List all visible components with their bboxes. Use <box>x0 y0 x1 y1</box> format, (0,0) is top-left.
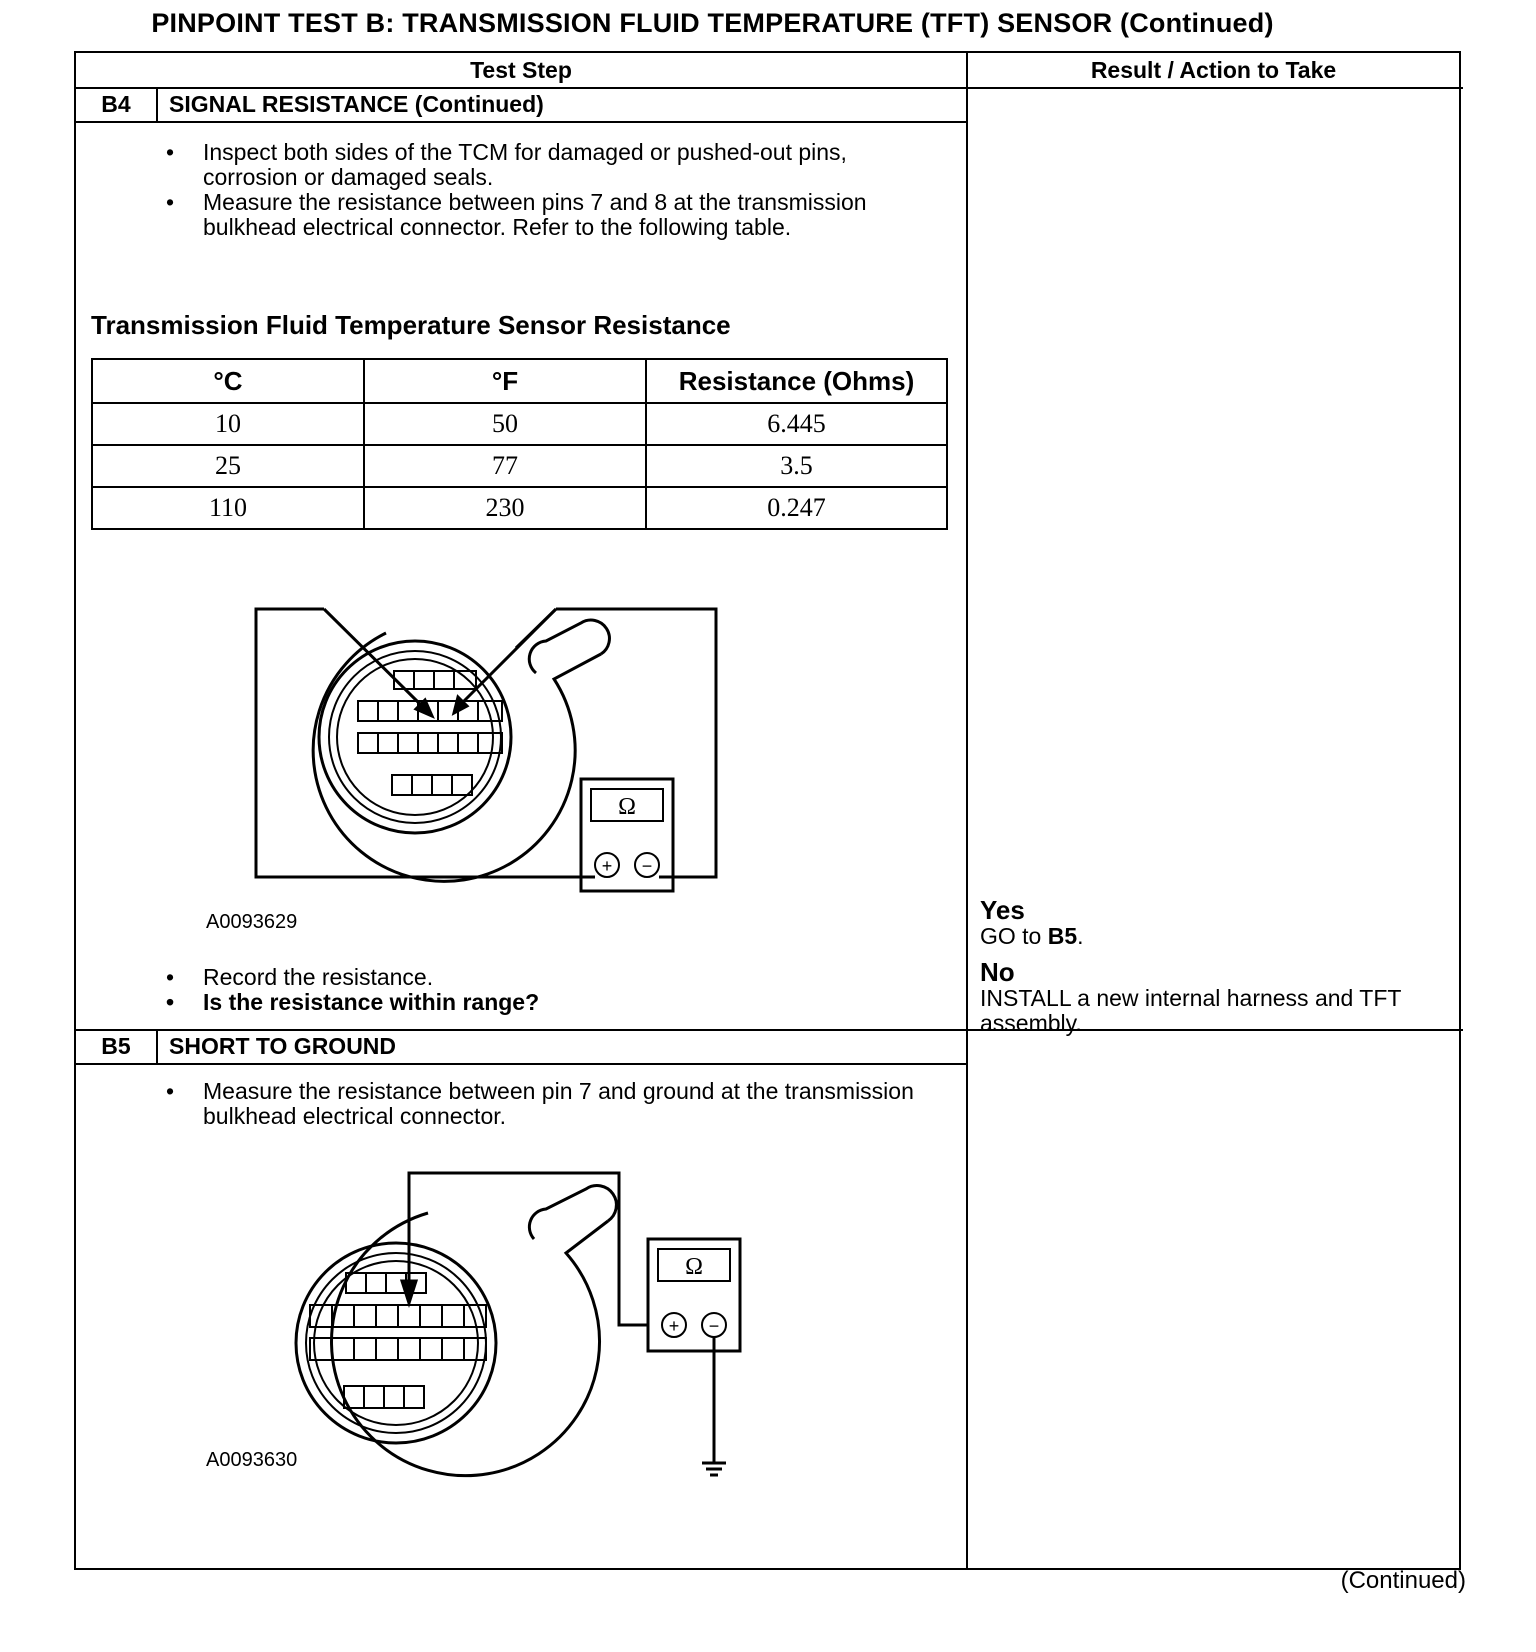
table-row <box>92 445 947 487</box>
b5-figure-id: A0093630 <box>206 1449 298 1471</box>
table-cell: 230 <box>364 487 646 529</box>
ground-icon <box>702 1337 726 1475</box>
connector-tab <box>529 1186 616 1239</box>
result-no-action: INSTALL a new internal harness and TFT assembly. <box>980 985 1402 1036</box>
list-item: • Measure the resistance between pin 7 and ground at the transmission bulkhead electrical connector. <box>166 1078 914 1129</box>
connector-body <box>332 1213 608 1476</box>
column-header: °C <box>92 359 364 403</box>
b4-instructions-after <box>166 965 946 1015</box>
table-cell: 110 <box>92 487 364 529</box>
table-row <box>92 403 947 445</box>
bullet-icon: • <box>166 964 175 990</box>
result-yes-action: GO to B5. <box>980 923 1084 949</box>
minus-terminal-icon: − <box>641 856 653 876</box>
b4-result <box>980 896 1460 1036</box>
b4-connector-diagram <box>246 593 746 933</box>
column-header: Resistance (Ohms) <box>646 359 947 403</box>
b5-number-divider <box>156 1029 158 1065</box>
b5-step-title: SHORT TO GROUND <box>169 1033 397 1059</box>
plus-terminal-icon: + <box>601 856 613 876</box>
list-item: • Record the resistance. <box>166 964 434 990</box>
table-header-row <box>92 359 947 403</box>
resistance-table <box>91 358 948 530</box>
list-item: • Inspect both sides of the TCM for damaged or pushed-out pins, corrosion or damaged seals. <box>166 139 847 190</box>
connector-tab <box>516 609 609 673</box>
omega-icon: Ω <box>685 1254 703 1280</box>
bullet-icon: • <box>166 139 175 165</box>
b4-instructions <box>166 140 946 240</box>
omega-icon: Ω <box>618 794 636 820</box>
column-header: °F <box>364 359 646 403</box>
b4-step-number: B4 <box>101 91 131 117</box>
table-cell: 77 <box>364 445 646 487</box>
pin-grid <box>358 671 502 795</box>
probe-lead <box>402 1173 670 1325</box>
result-yes-label: Yes <box>980 895 1025 925</box>
table-cell: 3.5 <box>646 445 947 487</box>
header-result: Result / Action to Take <box>1090 57 1337 83</box>
table-cell: 10 <box>92 403 364 445</box>
b5-instructions <box>166 1079 946 1129</box>
list-item: • Measure the resistance between pins 7 and 8 at the transmission bulkhead electrical connector. Refer to the following table. <box>166 189 867 240</box>
list-item: • Is the resistance within range? <box>166 989 540 1015</box>
ohmmeter <box>648 1239 740 1351</box>
pin-grid <box>310 1273 486 1408</box>
b5-connector-diagram <box>236 1133 756 1493</box>
table-row <box>92 487 947 529</box>
b5-step-number: B5 <box>101 1033 131 1059</box>
minus-terminal-icon: − <box>708 1316 720 1336</box>
continued-label: (Continued) <box>1340 1567 1466 1594</box>
bullet-icon: • <box>166 1078 175 1104</box>
plus-terminal-icon: + <box>668 1316 680 1336</box>
bullet-icon: • <box>166 989 175 1015</box>
bullet-icon: • <box>166 189 175 215</box>
page-title: PINPOINT TEST B: TRANSMISSION FLUID TEMPERATURE (TFT) SENSOR (Continued) <box>151 8 1274 38</box>
table-cell: 50 <box>364 403 646 445</box>
b5-link[interactable]: B5 <box>1047 923 1078 949</box>
header-test-step: Test Step <box>470 57 572 83</box>
b4-number-divider <box>156 87 158 123</box>
test-table <box>74 51 1461 1570</box>
resistance-table-title: Transmission Fluid Temperature Sensor Resistance <box>91 310 731 340</box>
column-divider <box>966 53 968 1568</box>
result-no-label: No <box>980 957 1015 987</box>
b4-step-title: SIGNAL RESISTANCE (Continued) <box>169 91 544 117</box>
table-cell: 6.445 <box>646 403 947 445</box>
table-cell: 25 <box>92 445 364 487</box>
b4-figure-id: A0093629 <box>206 911 298 933</box>
table-cell: 0.247 <box>646 487 947 529</box>
